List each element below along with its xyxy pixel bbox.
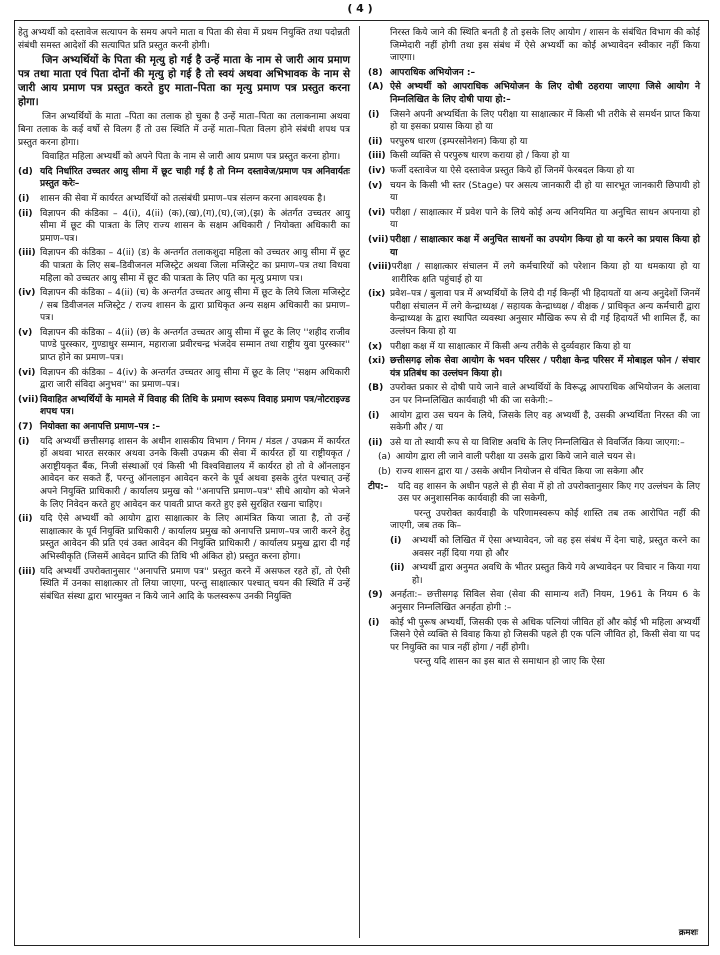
list-item: (i) यदि अभ्यर्थी छत्तीसगढ़ शासन के अधीन शासकीय विभाग / निगम / मंडल / उपक्रम में कार्यरत हों अथवा भारत सरकार अथवा उनके किसी उपक्रम की सेवा में कार्यरत हों या राष्ट्रीयकृत / अराष्ट्रीयकृत बैंक, निजी संस्थाओं एवं किसी भी विश्वविद्यालय में कार्यरत हो तो वे ऑनलाइन आवेदन कर सकते हैं, परन्तु ऑनलाइन आवेदन करने के पूर्व अथवा इसके तुरंत पश्चात् उन्हें अपने नियुक्ति प्राधिकारी / कार्यालय प्रमुख को ''अनापत्ति प्रमाण–पत्र'' सीधे आयोग को भेजने के लिए निवेदन करते हुए आवेदन कर पावती प्राप्त करते हुए इसे सुरक्षित रखना चाहिए। <box>18 436 350 510</box>
list-item: (A) ऐसे अभ्यर्थी को आपराधिक अभियोजन के लिए दोषी ठहराया जाएगा जिसे आयोग ने निम्नलिखित के लिए दोषी पाया हो:– <box>368 82 700 105</box>
list-item: (iii) किसी व्यक्ति से परपुरुष धारण कराया हो / किया हो या <box>368 151 570 162</box>
list-item: (iii) विज्ञापन की कंडिका – 4(ii) (ड) के अन्तर्गत तलाकशुदा महिला को उच्चतर आयु सीमा में छूट की पात्रता के लिए सब–डिवीजनल मजिस्ट्रेट अथवा जिला मजिस्ट्रेट का प्रमाण–पत्र तथा विधवा महिला को उच्चतर आयु सीमा में छूट की पात्रता के लिए पति का मृत्यु प्रमाण पत्र। <box>18 248 350 284</box>
list-item: (i) जिसने अपनी अभ्यर्थिता के लिए परीक्षा या साक्षात्कार में किसी भी तरीके से समर्थन प्राप्त किया हो या इसका प्रयास किया हो या <box>368 109 700 133</box>
list-item: (xi) छत्तीसगढ़ लोक सेवा आयोग के भवन परिसर / परीक्षा केन्द्र परिसर में मोबाइल फोन / संचार यंत्र प्रतिबंध का उल्लंघन किया हो। <box>368 356 700 379</box>
paragraph: परन्तु यदि शासन का इस बात से समाधान हो जाए कि ऐसा <box>414 657 605 668</box>
list-item: (vii) विवाहित अभ्यर्थियों के मामले में विवाह की तिथि के प्रमाण स्वरूप विवाह प्रमाण पत्र/नोटराइज्ड शपथ पत्र। <box>18 394 350 418</box>
list-item: (v) चयन के किसी भी स्तर (Stage) पर असत्य जानकारी दी हो या सारभूत जानकारी छिपायी हो या <box>368 180 700 204</box>
list-item: (ii) उसे या तो स्थायी रूप से या विशिष्ट अवधि के लिए निम्नलिखित से विवर्जित किया जाएगा:– <box>368 437 685 448</box>
list-item: (viii) परीक्षा / साक्षात्कार संचालन में लगे कर्मचारियों को परेशान किया हो या धमकाया हो या शारीरिक क्षति पहुंचाई हो या <box>368 262 700 285</box>
right-column <box>368 27 700 671</box>
left-column <box>18 27 350 605</box>
list-item: (iv) फर्जी दस्तावेज या ऐसे दस्तावेज प्रस्तुत किये हों जिनमें फेरबदल किया हो या <box>368 165 635 176</box>
list-item: (ii) अभ्यर्थी द्वारा अनुमत अवधि के भीतर प्रस्तुत किये गये अभ्यावेदन पर विचार न किया गया हो। <box>390 563 700 586</box>
list-item: (vii) परीक्षा / साक्षात्कार कक्ष में अनुचित साधनों का उपयोग किया हो या करने का प्रयास किया हो या <box>368 234 700 258</box>
list-item: (ii) परपुरुष धारण (इम्परसोनेशन) किया हो या <box>368 136 528 147</box>
list-item: (x) परीक्षा कक्ष में या साक्षात्कार में किसी अन्य तरीके से दुर्व्यवहार किया हो या <box>368 341 631 352</box>
list-item: (v) विज्ञापन की कंडिका – 4(ii) (छ) के अन्तर्गत उच्चतर आयु सीमा में छूट के लिए ''शहीद राजीव पाण्डे पुरस्कार, गुण्डाधुर सम्मान, महाराजा प्रवीरचन्द्र भंजदेव सम्मान तथा राष्ट्रीय युवा पुरस्कार'' प्राप्त होने का प्रमाण–पत्र। <box>18 327 350 364</box>
list-item: (i) आयोग द्वारा उस चयन के लिये, जिसके लिए वह अभ्यर्थी है, उसकी अभ्यर्थिता निरस्त की जा सकेगी और / या <box>368 410 700 434</box>
list-item: (B) उपरोक्त प्रकार से दोषी पाये जाने वाले अभ्यर्थियों के विरूद्ध आपराधिक अभियोजन के अलावा उन पर निम्नलिखित कार्यवाही भी की जा सकेगी:– <box>368 383 700 407</box>
section-heading: (9) अनर्हता:– छत्तीसगढ़ सिविल सेवा (सेवा की सामान्य शर्तें) नियम, 1961 के नियम 6 के अनुसार निम्नलिखित अनर्हता होगी :– <box>368 590 700 613</box>
list-item: (i) शासन की सेवा में कार्यरत अभ्यर्थियों को तत्संबंधी प्रमाण–पत्र संलग्न करना आवश्यक है। <box>18 193 326 204</box>
paragraph: विवाहित महिला अभ्यर्थी को अपने पिता के नाम से जारी आय प्रमाण पत्र प्रस्तुत करना होगा। <box>42 152 341 163</box>
paragraph: जिन अभ्यर्थियों के पिता की मृत्यु हो गई है उन्हें माता के नाम से जारी आय प्रमाण पत्र तथा माता एवं पिता दोनों की मृत्यु हो गई है तो स्वयं अथवा अभिभावक के नाम से जारी आय प्रमाण पत्र प्रस्तुत करते हुए माता–पिता का मृत्यु प्रमाण पत्र प्रस्तुत करना होगा। <box>18 54 350 108</box>
list-item: (ii) विज्ञापन की कंडिका – 4(i), 4(ii) (क),(ख),(ग),(घ),(ज),(झ) के अंतर्गत उच्चतर आयु सीमा में छूट की पात्रता के लिए राज्य शासन के सक्षम अधिकारी / नियोक्ता अधिकारी का प्रमाण–पत्र। <box>18 208 350 244</box>
section-heading: (7) नियोक्ता का अनापत्ति प्रमाण–पत्र :– <box>18 422 161 433</box>
list-item: (ii) यदि ऐसे अभ्यर्थी को आयोग द्वारा साक्षात्कार के लिए आमंत्रित किया जाता है, तो उन्हें साक्षात्कार के पूर्व नियुक्ति प्राधिकारी / कार्यालय प्रमुख को अनापत्ति प्रमाण–पत्र जारी करने हेतु प्रस्तुत आवेदन की प्रति एवं उक्त आवेदन की नियुक्ति प्राधिकारी / कार्यालय प्रमुख द्वारा दी गई अभिस्वीकृति (जिसमें आवेदन प्राप्ति की तिथि भी अंकित हो) प्रस्तुत करना होगा। <box>18 514 350 562</box>
list-item: (d) यदि निर्धारित उच्चतर आयु सीमा में छूट चाही गई है तो निम्न दस्तावेज/प्रमाण पत्र अनिवार्यतः प्रस्तुत करेः– <box>18 166 350 190</box>
list-item: (ix) प्रवेश–पत्र / बुलावा पत्र में अभ्यर्थियों के लिये दी गई किन्हीं भी हिदायतों या अन्य अनुदेशों जिनमें परीक्षा संचालन में लगे केन्द्राध्यक्ष / सहायक केन्द्राध्यक्ष / वीक्षक / प्राधिकृत अन्य कर्मचारी द्वारा केन्द्राध्यक्ष के द्वारा स्थापित व्यवस्था अनुसार मौखिक रूप से दी गई हिदायतें भी शामिल हैं, का उल्लंघन किया हो या <box>368 289 700 338</box>
note: टीप:– यदि वह शासन के अधीन पहले से ही सेवा में हो तो उपरोक्तानुसार किए गए उल्लंघन के लिए उस पर अनुशासनिक कार्यवाही की जा सकेगी, <box>368 481 700 505</box>
paragraph: जिन अभ्यर्थियों के माता –पिता का तलाक हो चुका है उन्हें माता–पिता का तलाकनामा अथवा बिना तलाक के कई वर्षो से विलग हैं तो उस स्थिति में उन्हें माता–पिता विलग होने संबंधी शपथ पत्र प्रस्तुत करना होगा। <box>18 112 350 148</box>
list-item: (iii) यदि अभ्यर्थी उपरोक्तानुसार ''अनापत्ति प्रमाण पत्र'' प्रस्तुत करने में असफल रहते हों, तो ऐसी स्थिति में उनका साक्षात्कार तो लिया जाएगा, परन्तु साक्षात्कार पश्चात् चयन की स्थिति में उन्हें संबंधित संस्था द्वारा भारमुक्त न किये जाने आदि के फलस्वरूप उनकी नियुक्ति <box>18 566 350 602</box>
column-divider <box>359 26 360 938</box>
section-heading: (8) आपराधिक अभियोजन :– <box>368 67 476 78</box>
list-item: (b) राज्य शासन द्वारा या / उसके अधीन नियोजन से वंचित किया जा सकेगा और <box>378 467 644 477</box>
list-item: (iv) विज्ञापन की कंडिका – 4(ii) (च) के अन्तर्गत उच्चतर आयु सीमा में छूट के लिये जिला मजिस्ट्रेट / सब डिवीजनल मजिस्ट्रेट / राज्य शासन के द्वारा प्राधिकृत अन्य सक्षम अधिकारी का प्रमाण–पत्र। <box>18 288 350 324</box>
paragraph: निरस्त किये जाने की स्थिति बनती है तो इसके लिए आयोग / शासन के संबंधित विभाग की कोई जिम्मेदारी नहीं होगी तथा इस संबंध में ऐसे अभ्यर्थी का कोई अभ्यावेदन स्वीकार नहीं किया जाएगा। <box>390 28 700 64</box>
list-item: (vi) परीक्षा / साक्षात्कार में प्रवेश पाने के लिये कोई अन्य अनियमित या अनुचित साधन अपनाया हो या <box>368 207 700 231</box>
page-number: ( 4 ) <box>347 2 373 15</box>
list-item: (i) अभ्यर्थी को लिखित में ऐसा अभ्यावेदन, जो वह इस संबंध में देना चाहे, प्रस्तुत करने का अवसर नहीं दिया गया हो और <box>390 535 700 559</box>
paragraph: हेतु अभ्यर्थी को दस्तावेज सत्यापन के समय अपने माता व पिता की सेवा में प्रथम नियुक्ति तथा पदोन्नती संबंधी समस्त आदेशों की सत्यापित प्रति प्रस्तुत करनी होगी। <box>18 28 350 51</box>
list-item: (a) आयोग द्वारा ली जाने वाली परीक्षा या उसके द्वारा किये जाने वाले चयन से। <box>378 452 636 463</box>
paragraph: परन्तु उपरोक्त कार्यवाही के परिणामस्वरूप कोई शास्ति तब तक आरोपित नहीं की जाएगी, जब तक कि– <box>390 508 700 532</box>
continued-label: क्रमशः <box>678 928 698 938</box>
list-item: (vi) विज्ञापन की कंडिका – 4(iv) के अन्तर्गत उच्चतर आयु सीमा में छूट के लिए ''सक्षम अधिकारी द्वारा जारी संविदा अनुभव'' का प्रमाण–पत्र। <box>18 367 350 391</box>
list-item: (i) कोई भी पुरूष अभ्यर्थी, जिसकी एक से अधिक पत्नियां जीवित हों और कोई भी महिला अभ्यर्थी जिसने ऐसे व्यक्ति से विवाह किया हो जिसकी पहले ही एक पत्नि जीवित हो, किसी सेवा या पद पर नियुक्ति का पात्र नहीं होगा / नहीं होगी। <box>368 617 700 653</box>
